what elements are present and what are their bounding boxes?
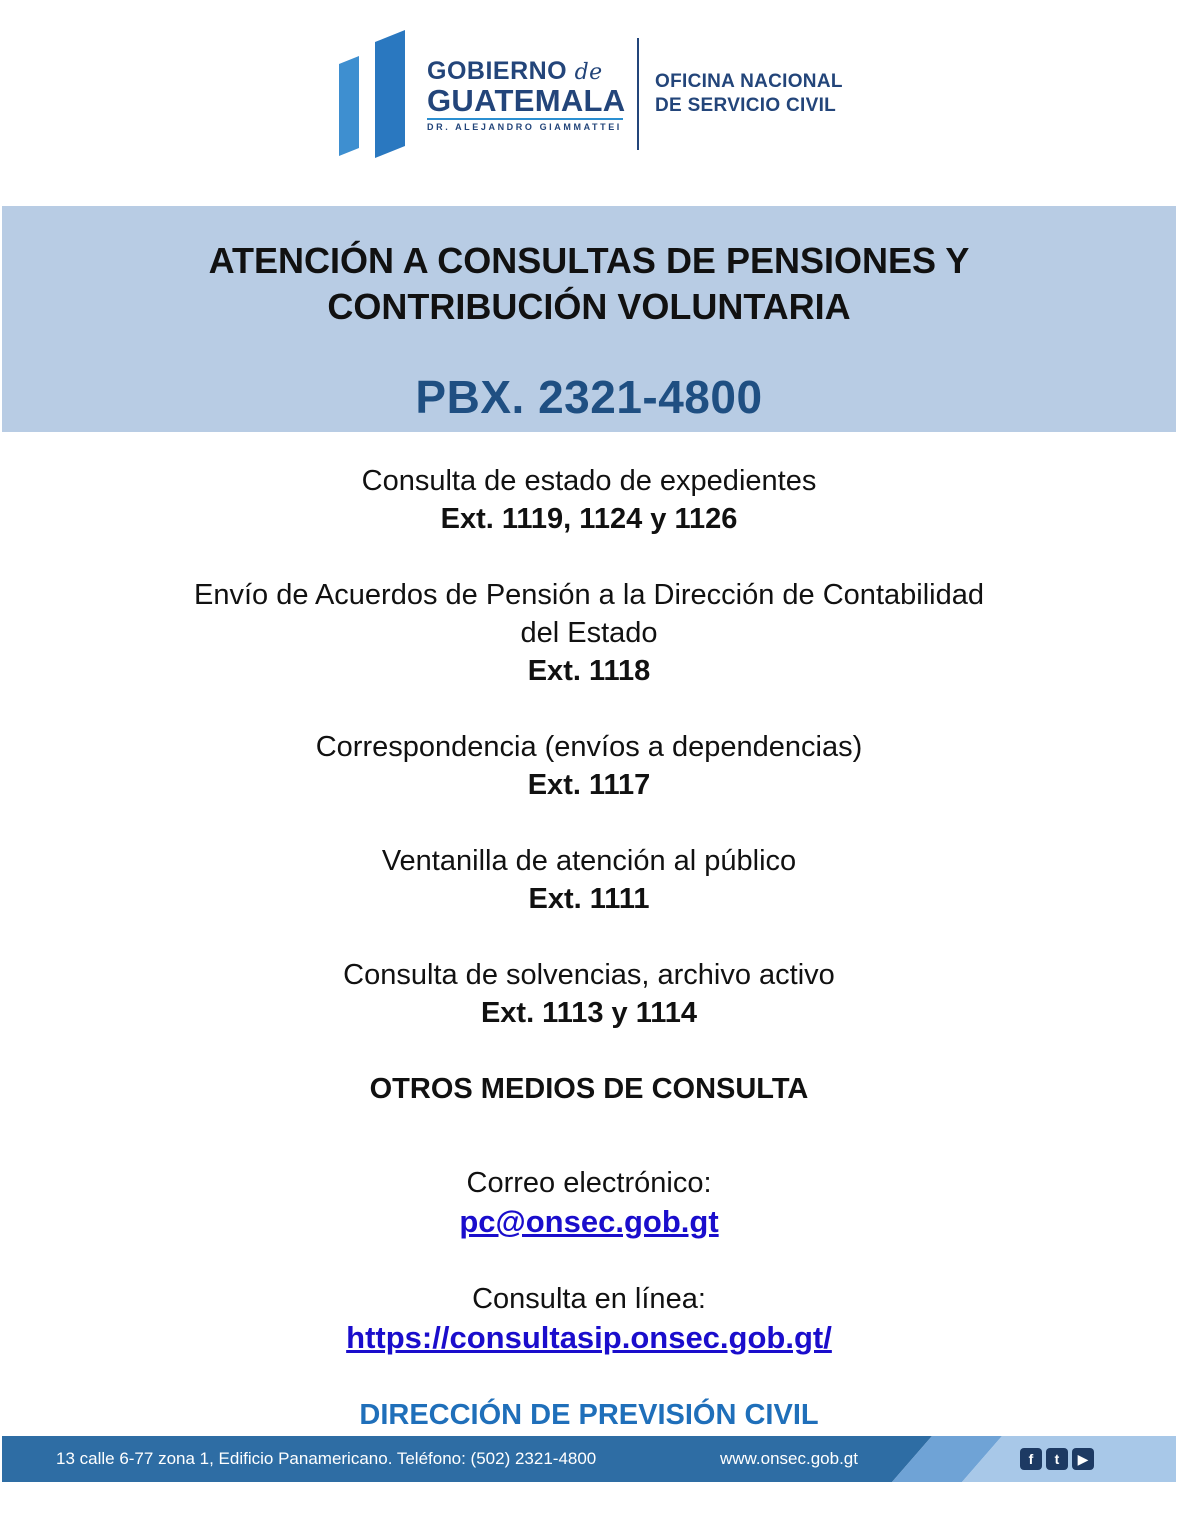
gov-line1: GOBIERNO — [427, 57, 568, 85]
list-item — [0, 956, 1178, 1032]
logo-divider — [637, 38, 639, 150]
email-label: Correo electrónico: — [466, 1167, 712, 1199]
email-contact — [0, 1164, 1178, 1242]
online-contact — [0, 1280, 1178, 1358]
title-line1: ATENCIÓN A CONSULTAS DE PENSIONES Y — [208, 240, 970, 281]
list-item — [0, 842, 1178, 918]
online-label: Consulta en línea: — [472, 1283, 706, 1315]
entry-ext: Ext. 1118 — [527, 655, 651, 687]
entry-ext: Ext. 1111 — [528, 883, 650, 915]
entry-ext: Ext. 1113 y 1114 — [480, 997, 698, 1029]
footer-bar — [2, 1436, 1176, 1482]
youtube-icon[interactable]: ▶ — [1072, 1448, 1094, 1470]
footer-website[interactable]: www.onsec.gob.gt — [720, 1449, 858, 1468]
twitter-icon[interactable]: t — [1046, 1448, 1068, 1470]
guatemala-flag-logo-icon — [335, 28, 415, 160]
entry-label: Consulta de solvencias, archivo activo — [343, 959, 835, 991]
title-band — [2, 206, 1176, 432]
gov-de: de — [574, 60, 603, 85]
onsec-line2: DE SERVICIO CIVIL — [655, 95, 837, 116]
list-item — [0, 728, 1178, 804]
other-means-heading: OTROS MEDIOS DE CONSULTA — [369, 1073, 809, 1105]
page-title — [2, 238, 1176, 330]
facebook-icon[interactable]: f — [1020, 1448, 1042, 1470]
header-logo — [335, 28, 895, 163]
footer-address: 13 calle 6-77 zona 1, Edificio Panamericano. Teléfono: (502) 2321-4800 — [56, 1449, 597, 1468]
gov-president: DR. ALEJANDRO GIAMMATTEI — [427, 118, 623, 132]
department-name: DIRECCIÓN DE PREVISIÓN CIVIL — [359, 1399, 819, 1431]
list-item — [0, 576, 1178, 690]
gov-line2: GUATEMALA — [427, 83, 626, 118]
onsec-wordmark — [655, 70, 843, 118]
gobierno-guatemala-wordmark — [427, 58, 625, 132]
entry-label: Consulta de estado de expedientes — [361, 465, 817, 497]
entry-ext: Ext. 1119, 1124 y 1126 — [440, 503, 738, 535]
social-icons — [1020, 1448, 1094, 1470]
list-item — [0, 462, 1178, 538]
entry-ext: Ext. 1117 — [527, 769, 651, 801]
pbx-number: PBX. 2321-4800 — [415, 371, 763, 423]
onsec-line1: OFICINA NACIONAL — [655, 71, 843, 92]
title-line2: CONTRIBUCIÓN VOLUNTARIA — [327, 286, 851, 327]
online-link[interactable]: https://consultasip.onsec.gob.gt/ — [346, 1320, 832, 1355]
extensions-list — [0, 462, 1178, 1434]
entry-label: Correspondencia (envíos a dependencias) — [315, 731, 863, 763]
email-link[interactable]: pc@onsec.gob.gt — [459, 1204, 719, 1239]
entry-label-cont: del Estado — [520, 617, 658, 649]
entry-label: Envío de Acuerdos de Pensión a la Dirección de Contabilidad — [194, 579, 984, 611]
entry-label: Ventanilla de atención al público — [381, 845, 797, 877]
